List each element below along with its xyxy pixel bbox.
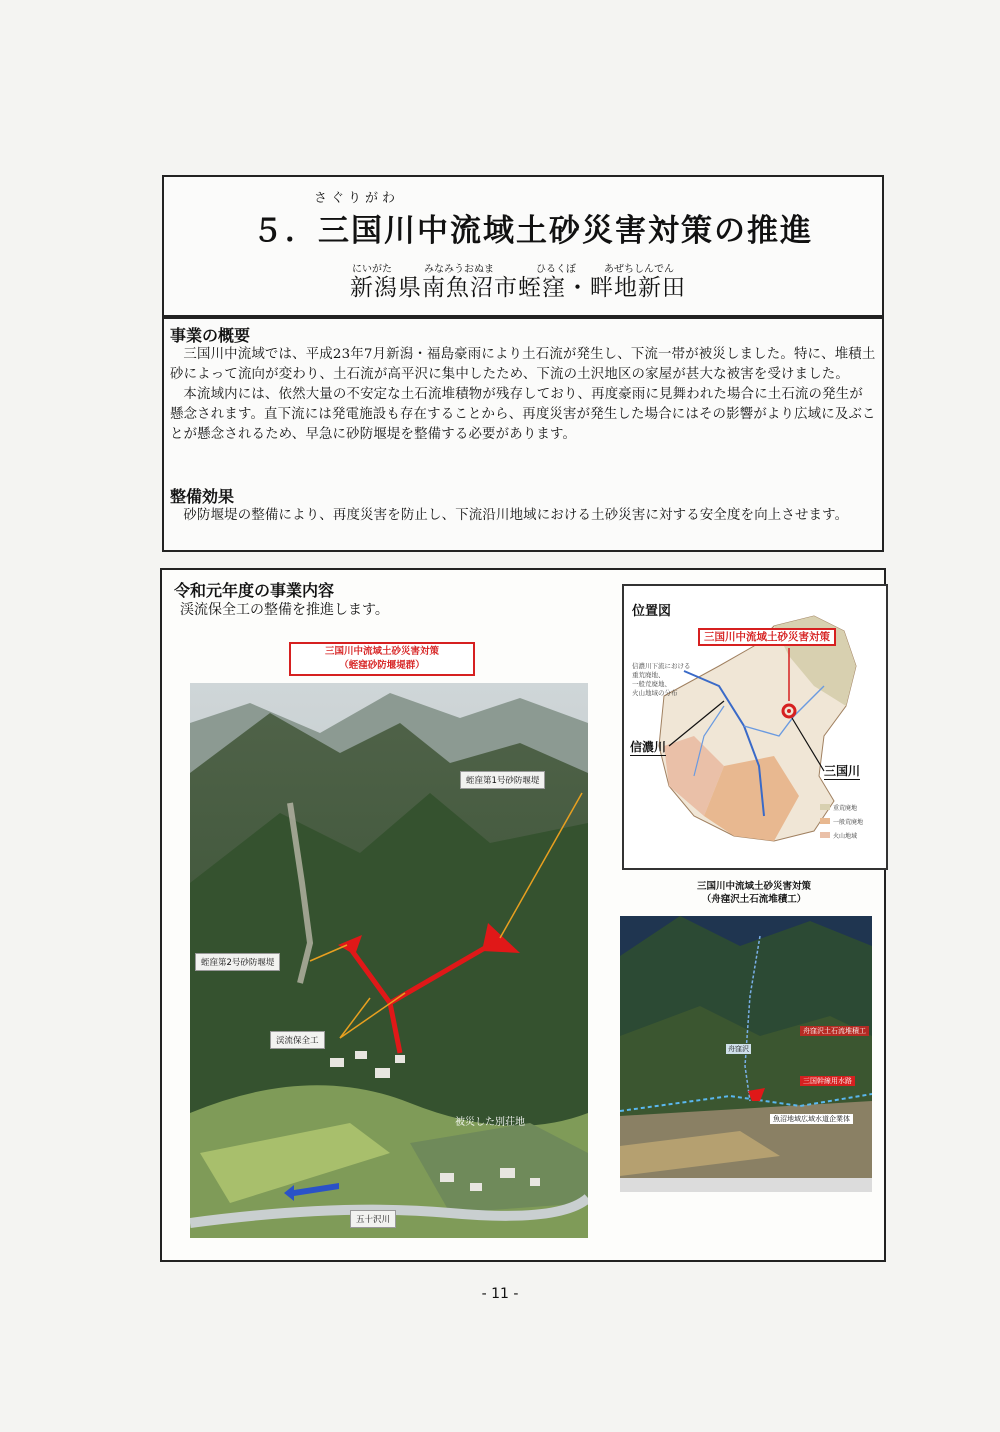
- effect-paragraph: 砂防堰堤の整備により、再度災害を防止し、下流沿川地域における土砂災害に対する安全度を向上させます。: [183, 508, 849, 523]
- title-ruby: さぐりがわ: [314, 191, 400, 206]
- map-project-label: 三国川中流域土砂災害対策: [698, 628, 836, 646]
- callout-damaged-villa: 被災した別荘地: [455, 1117, 525, 1128]
- subtitle-ruby-minamiuonuma: みなみうおぬま: [424, 264, 494, 275]
- overview-text: [170, 345, 876, 445]
- aerial-photo: [190, 683, 588, 1238]
- subtitle-ruby-hirukubo: ひるくぼ: [536, 264, 576, 275]
- works-heading: 令和元年度の事業内容: [174, 581, 335, 600]
- right-label-water-org: 魚沼地域広域水道企業体: [770, 1114, 853, 1124]
- map-legend-note-line-4: 火山地域の分布: [632, 689, 678, 697]
- map-legend-heavy: 重荒廃地: [833, 805, 858, 812]
- subtitle-ruby-azechishinden: あぜちしんでん: [604, 264, 674, 275]
- map-shinano-label: 信濃川: [630, 740, 667, 754]
- main-photo-label-line1: 三国川中流域土砂災害対策: [324, 646, 439, 657]
- subtitle-ruby-niigata: にいがた: [352, 264, 392, 275]
- title-box: [162, 175, 884, 317]
- map-legend-volcanic: 火山地域: [833, 833, 858, 840]
- location-map: [622, 584, 888, 870]
- right-label-canal: 三国幹線用水路: [800, 1076, 855, 1086]
- map-legend-general: 一般荒廃地: [833, 819, 864, 826]
- page-subtitle: 新潟県南魚沼市蛭窪・畔地新田: [350, 275, 686, 301]
- main-photo-label: [289, 642, 475, 676]
- map-legend-note-line-2: 重荒廃地、: [632, 671, 665, 679]
- right-label-work: 舟窪沢土石流堆積工: [800, 1026, 869, 1036]
- works-box: [160, 568, 886, 1262]
- callout-dam1: 蛭窪第1号砂防堰堤: [460, 771, 545, 789]
- overview-paragraph-2: 本流域内には、依然大量の不安定な土石流堆積物が残存しており、再度豪雨に見舞われた場合に土石流の発生が懸念されます。直下流には発電施設も存在することから、再度災害が発生した場合にはその影響がより広域に及ぶことが懸念されるため、早急に砂防堰堤を整備する必要があります。: [170, 387, 876, 442]
- effect-heading: 整備効果: [170, 487, 235, 506]
- map-title: 位置図: [632, 604, 672, 619]
- page-title: ５．三国川中流域土砂災害対策の推進: [252, 213, 813, 249]
- map-legend-note-line-1: 信濃川下流における: [632, 662, 691, 670]
- callout-channel: 渓流保全工: [270, 1031, 325, 1049]
- right-photo-caption-line1: 三国川中流域土砂災害対策: [696, 881, 811, 892]
- works-subheading: 渓流保全工の整備を推進します。: [180, 602, 389, 618]
- overview-heading: 事業の概要: [170, 326, 251, 345]
- map-legend: [833, 802, 863, 844]
- right-label-stream: 舟窪沢: [728, 1045, 749, 1053]
- callout-river: 五十沢川: [350, 1210, 396, 1228]
- main-photo-label-line2: （蛭窪砂防堰堤群）: [339, 660, 425, 671]
- funakubo-photo: [620, 916, 872, 1192]
- map-sagurigawa-label: 三国川: [824, 764, 861, 778]
- effect-text: [170, 506, 876, 526]
- overview-box: [162, 317, 884, 552]
- right-photo-caption-line2: （舟窪沢土石流堆積工）: [701, 894, 807, 905]
- right-photo-caption: [628, 880, 880, 906]
- callout-dam2: 蛭窪第2号砂防堰堤: [195, 953, 280, 971]
- map-legend-note: [632, 662, 691, 698]
- map-legend-note-line-3: 一般荒廃地、: [632, 680, 671, 688]
- page-number: - 11 -: [481, 1286, 519, 1302]
- overview-paragraph-1: 三国川中流域では、平成23年7月新潟・福島豪雨により土石流が発生し、下流一帯が被災しました。特に、堆積土砂によって流向が変わり、土石流が高平沢に集中したため、下流の土沢地区の家屋が甚大な被害を受けました。: [170, 347, 876, 382]
- funakubo-photo-illustration: [620, 916, 872, 1192]
